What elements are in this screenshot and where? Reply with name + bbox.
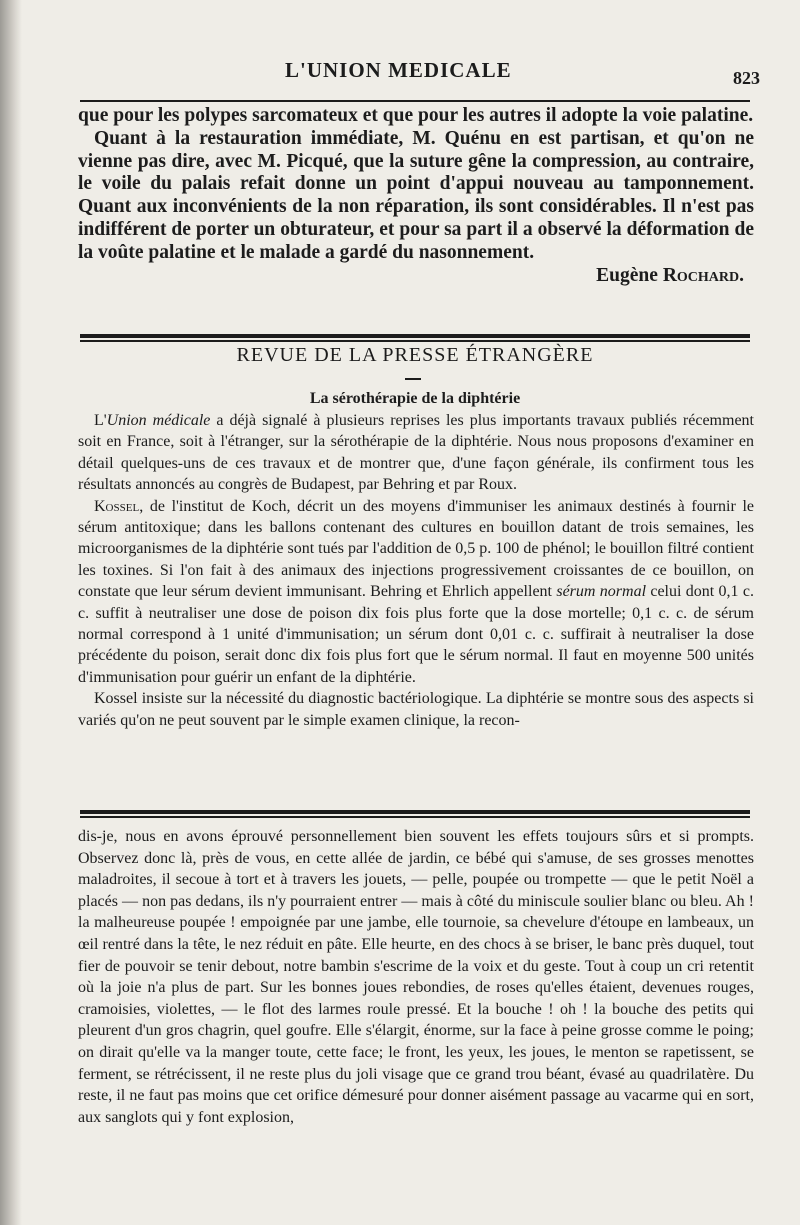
page-gutter-shadow [0,0,22,1225]
feuilleton-paragraph: dis-je, nous en avons éprouvé personnellement bien souvent les effets toujours sûrs et si prompts. Observez donc là, près de vous, en cette allée de jardin, ce bébé qui s'amuse, de ses grosses menottes maladroites, il secoue à tort et à travers les jouets, — pelle, poupée ou trompette — que le petit Noël a placés — non pas dedans, ils n'y pourraient entrer — mais à côté du miniscule soulier blanc ou bleu. Ah ! la malheureuse poupée ! empoignée par une jambe, elle tournoie, sa chevelure d'étoupe en lambeaux, un œil rentré dans la tête, le nez réduit en pâte. Elle heurte, en des chocs à se briser, le banc près duquel, tout fier de pouvoir se tenir debout, notre bambin s'escrime de la voix et du geste. Tout à coup un cri retentit où la joie n'a plus de part. Sur les bonnes joues rebondies, de roses qu'elles étaient, devenues rouges, cramoisies, violettes, — le flot des larmes roule pressé. Et la bouche ! oh ! la bouche des petits qui pleurent d'un gros chagrin, quel goufre. Elle s'élargit, énorme, sur la face à peine grosse comme le poing; on dirait qu'elle va la manger toute, cette face; le front, les yeux, les joues, le menton se rapetissent, se ferment, se rétrécissent, il ne reste plus du joli visage que ce grand trou béant, évasé au quadrilatère. Du reste, il ne faut pas moins que cet orifice démesuré pour donner aisément passage au vacarme qui en sort, aux sanglots qui y font explosion, [78,828,754,1126]
feuilleton-text [78,826,754,1128]
feuilleton-rule-thin [80,816,750,818]
article-paragraph [78,410,754,496]
section-rule [80,334,750,338]
press-review-article [78,410,754,731]
signature-first-name: Eugène [596,264,663,286]
article-subtitle: La sérothérapie de la diphtérie [309,390,521,407]
title-dash [405,378,421,380]
paragraph-text: a déjà signalé à plusieurs reprises les plus importants travaux publiés récemment soit en France, soit à l'étranger, sur la sérothérapie de la diphtérie. Nous nous proposons d'examiner en détail quelques-uns de ces travaux et de montrer que, d'une façon générale, ils confirment tous les résultats annoncés au congrès de Budapest, par Behring et par Roux. [78,412,754,494]
upper-article [78,105,754,287]
upper-paragraph: que pour les polypes sarcomateux et que pour les autres il adopte la voie palatine. [78,105,754,126]
article-paragraph [78,496,754,689]
signature-last-name: Rochard. [662,264,744,286]
paragraph-text: celui dont 0,1 c. c. suffit à neutraliser une dose de poison dix fois plus forte que la dose mortelle; 0,1 c. c. de sérum normal correspond à 1 unité d'immunisation; un sérum dont 0,01 c. c. suffirait à neutraliser la dose précédente du poison, serait donc dix fois plus fort que le sérum normal. Il faut en moyenne 500 unités d'immunisation pour guérir un enfant de la diphtérie. [78,583,754,686]
feuilleton-rule [80,810,750,814]
upper-paragraph: Quant à la restauration immédiate, M. Quénu en est partisan, et qu'on ne vienne pas dire, avec M. Picqué, que la suture gêne la compression, au contraire, le voile du palais refait donne un point d'appui nouveau au tamponnement. Quant aux inconvénients de la non réparation, ils sont considérables. Il n'est pas indifférent de porter un obturateur, et pour sa part il a observé la déformation de la voûte palatine et le malade a gardé du nasonnement. [78,127,754,263]
journal-name: Union médicale [106,412,211,429]
author-name: Kossel [94,497,140,515]
italic-term: sérum normal [556,583,647,601]
journal-prefix: L' [94,412,107,429]
author-signature [78,265,754,288]
paragraph-text: , de l'institut de Koch, décrit un des moyens d'immuniser les animaux destinés à fournir le sérum antitoxique; dans les ballons contenant des cultures en bouillon datant de trois semaines, les microorganismes de la diphtérie sont tués par l'addition de 0,5 p. 100 de phénol; le bouillon filtré contient les toxines. Si l'on fait à des animaux des injections progressivement croissantes de ce bouillon, on constate que leur sérum devient immunisant. Behring et Ehrlich appellent [78,497,754,601]
header-rule [80,100,750,102]
page-number: 823 [733,68,760,88]
section-rule-thin [80,340,750,342]
article-paragraph: Kossel insiste sur la nécessité du diagnostic bactériologique. La diphtérie se montre sous des aspects si variés qu'on ne peut souvent par le simple examen clinique, la recon- [78,690,754,729]
section-title: REVUE DE LA PRESSE ÉTRANGÈRE [236,344,594,366]
running-title: L'UNION MEDICALE [285,58,512,82]
page-header [80,58,760,98]
